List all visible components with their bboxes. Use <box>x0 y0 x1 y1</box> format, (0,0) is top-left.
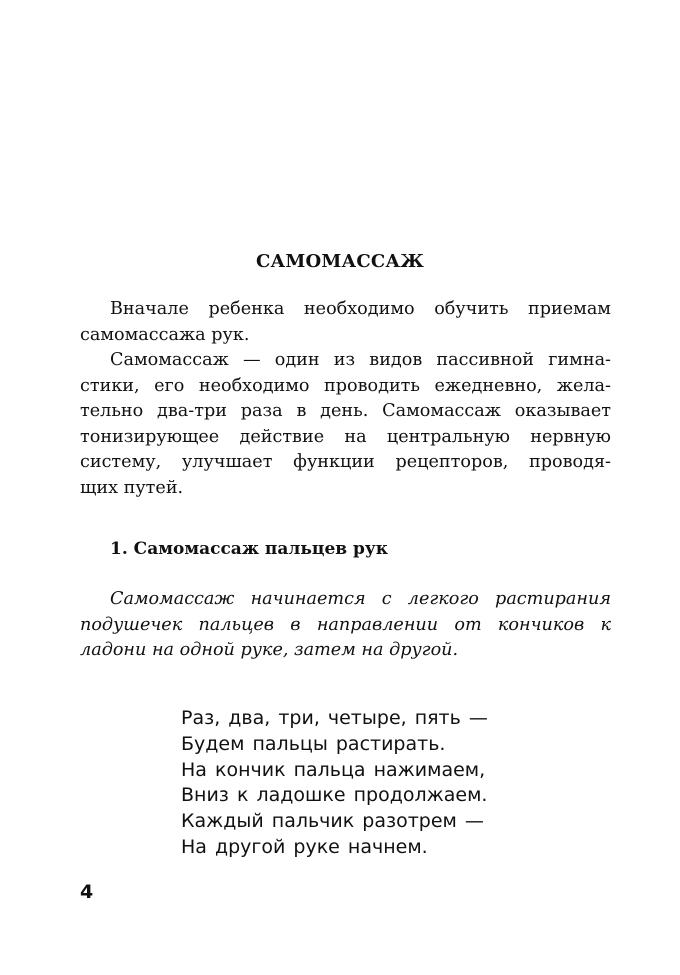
instructions-line: подушечек пальцев в направлении от кончиков к <box>80 614 611 635</box>
intro-text <box>80 297 611 501</box>
intro-paragraph-2-line: тельно два-три раза в день. Самомассаж оказывает <box>80 401 611 421</box>
intro-paragraph-2-line: стики, его необходимо проводить ежедневно, жела- <box>80 375 611 396</box>
intro-paragraph-2-line: систему, улучшает функции рецепторов, проводя- <box>80 452 611 472</box>
page-number: 4 <box>80 881 94 903</box>
poem <box>181 706 488 861</box>
instructions-line: Самомассаж начинается с легкого растирания <box>110 589 611 609</box>
intro-paragraph-1-line: самомассажа рук. <box>80 324 250 345</box>
intro-paragraph-2-line: Самомассаж — один из видов пассивной гимна- <box>110 350 611 370</box>
poem-line: Будем пальцы растирать. <box>181 732 446 755</box>
intro-paragraph-2-line: щих путей. <box>80 477 184 498</box>
instructions-line: ладони на одной руке, затем на другой. <box>80 640 459 660</box>
poem-line: На кончик пальца нажимаем, <box>181 758 486 781</box>
section-heading: 1. Самомассаж пальцев рук <box>110 539 389 559</box>
intro-paragraph-1-line: Вначале ребенка необходимо обучить приемам <box>110 299 611 319</box>
instructions-text <box>80 587 611 664</box>
poem-line: Раз, два, три, четыре, пять — <box>181 707 488 729</box>
poem-line: Каждый пальчик разотрем — <box>181 810 484 833</box>
page-title: САМОМАССАЖ <box>255 251 425 272</box>
poem-line: Вниз к ладошке продолжаем. <box>181 784 488 807</box>
intro-paragraph-2-line: тонизирующее действие на центральную нервную <box>80 426 611 447</box>
poem-line: На другой руке начнем. <box>181 835 428 858</box>
